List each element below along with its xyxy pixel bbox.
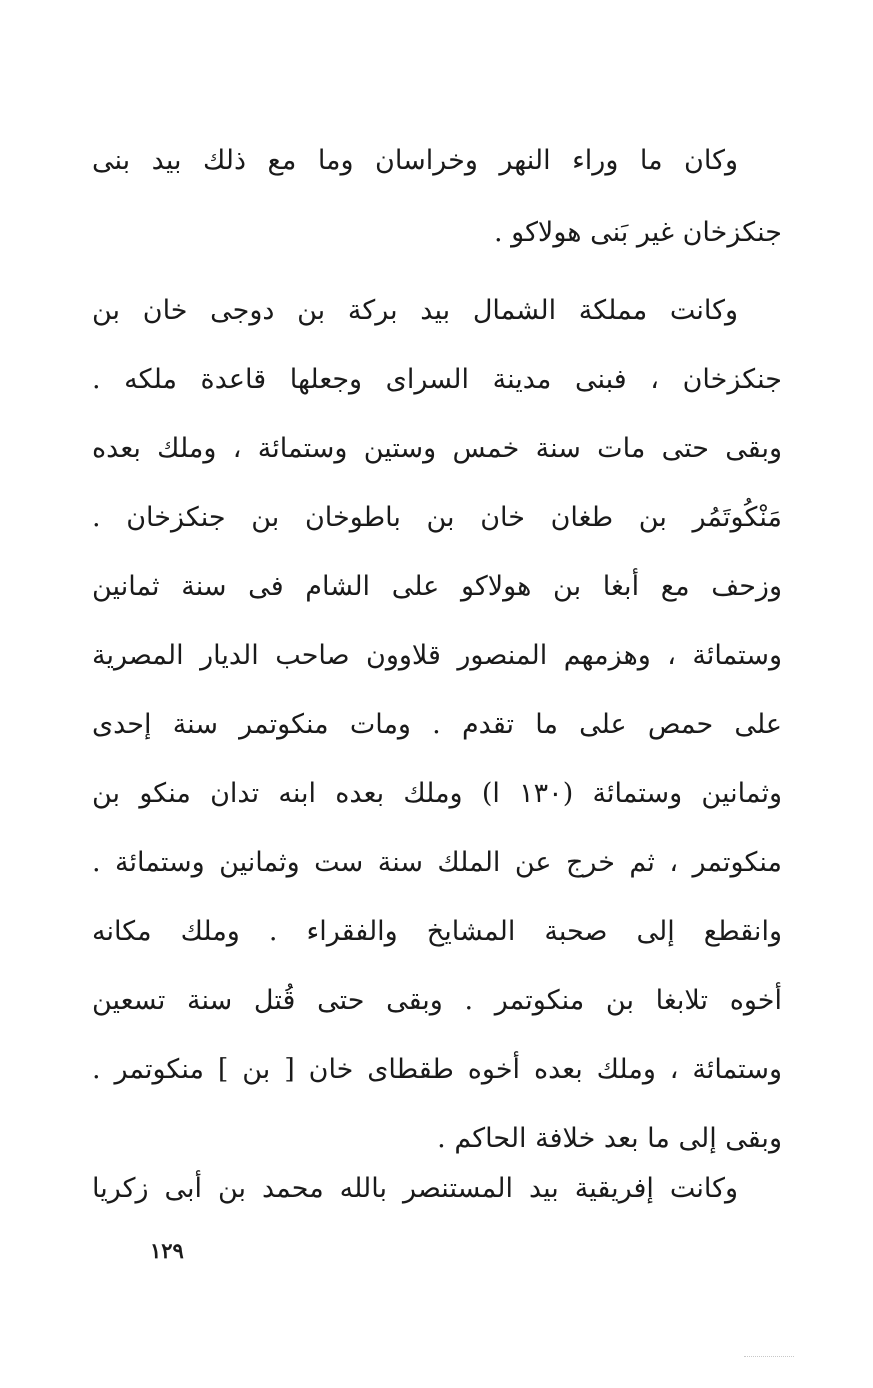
paragraph-2 <box>92 286 782 1166</box>
text-line: وكان ما وراء النهر وخراسان وما مع ذلك بيد بنى <box>92 145 738 176</box>
text-line: منكوتمر ، ثم خرج عن الملك سنة ست وثمانين وستمائة . <box>92 847 782 878</box>
paragraph-1 <box>92 136 782 246</box>
text-line: وكانت مملكة الشمال بيد بركة بن دوجى خان بن <box>92 295 738 326</box>
text-line: وبقى حتى مات سنة خمس وستين وستمائة ، وملك بعده <box>92 433 782 464</box>
text-line: وزحف مع أبغا بن هولاكو على الشام فى سنة ثمانين <box>92 571 782 602</box>
scan-artifact <box>744 1356 794 1359</box>
text-line: وستمائة ، وهزمهم المنصور قلاوون صاحب الديار المصرية <box>92 640 782 671</box>
text-line: وبقى إلى ما بعد خلافة الحاكم . <box>437 1123 782 1154</box>
text-line: وستمائة ، وملك بعده أخوه طقطاى خان [ بن ] منكوتمر . <box>92 1054 782 1085</box>
text-line: وانقطع إلى صحبة المشايخ والفقراء . وملك مكانه <box>92 916 782 947</box>
text-line: جنكزخان ، فبنى مدينة السراى وجعلها قاعدة ملكه . <box>92 364 782 395</box>
text-line: مَنْكُوتَمُر بن طغان خان بن باطوخان بن جنكزخان . <box>92 502 782 533</box>
text-line: أخوه تلابغا بن منكوتمر . وبقى حتى قُتل سنة تسعين <box>92 985 782 1016</box>
text-line: على حمص على ما تقدم . ومات منكوتمر سنة إحدى <box>92 709 782 740</box>
text-line: جنكزخان غير بَنى هولاكو . <box>493 217 782 248</box>
text-line: وثمانين وستمائة (١٣٠ ا) وملك بعده ابنه تدان منكو بن <box>92 778 782 809</box>
paragraph-3 <box>92 1164 782 1214</box>
text-line: وكانت إفريقية بيد المستنصر بالله محمد بن أبى زكريا <box>92 1173 738 1204</box>
page-number: ١٢٩ <box>150 1238 184 1263</box>
